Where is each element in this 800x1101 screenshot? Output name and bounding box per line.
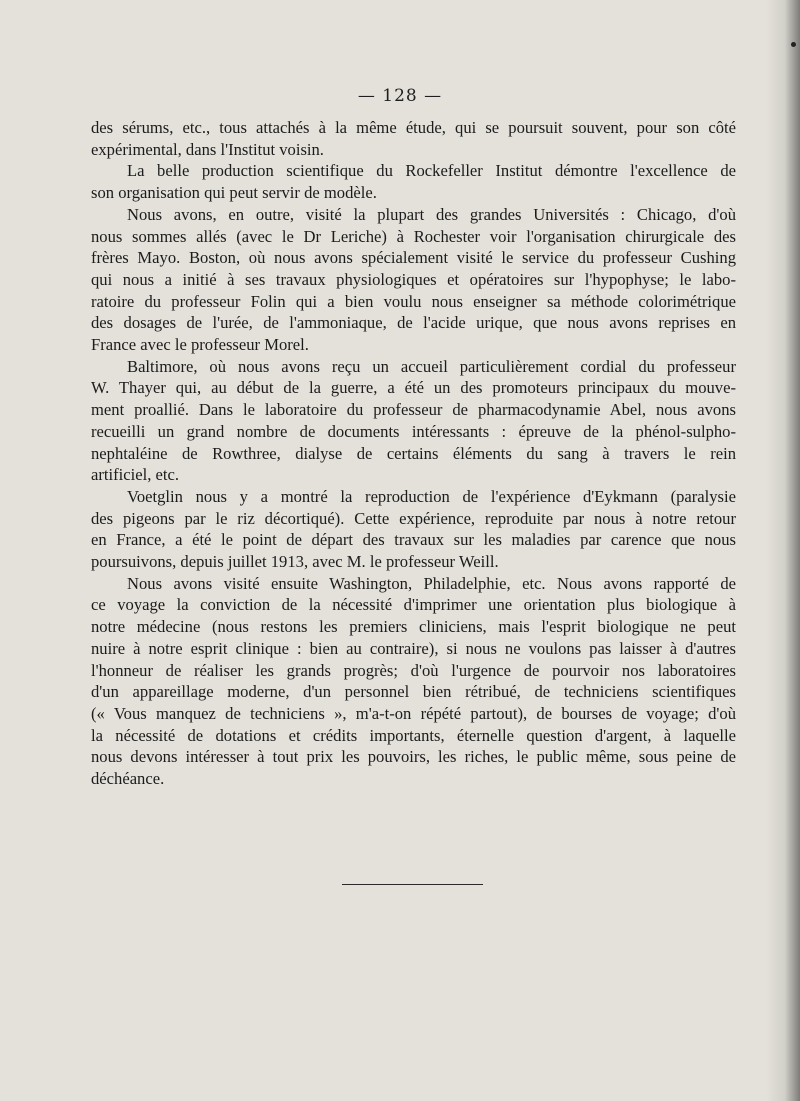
text-line: France avec le professeur Morel. bbox=[91, 335, 309, 355]
text-line: recueilli un grand nombre de documents intéressants : épreuve de la phénol-sulpho- bbox=[91, 421, 736, 441]
text-line: des dosages de l'urée, de l'ammoniaque, de l'acide urique, que nous avons reprises en bbox=[91, 313, 736, 333]
text-line: ment proallié. Dans le laboratoire du professeur de pharmacodynamie Abel, nous avons bbox=[91, 400, 736, 420]
text-line: artificiel, etc. bbox=[91, 465, 179, 485]
text-line: nephtaléine de Rowthree, dialyse de certains éléments du sang à travers le rein bbox=[91, 443, 736, 463]
text-line: Nous avons visité ensuite Washington, Philadelphie, etc. Nous avons rapporté de bbox=[127, 573, 736, 593]
text-line: d'un appareillage moderne, d'un personnel bien rétribué, de techniciens scientifiques bbox=[91, 682, 736, 702]
text-line: poursuivons, depuis juillet 1913, avec M. le professeur Weill. bbox=[91, 552, 499, 572]
text-line: des sérums, etc., tous attachés à la même étude, qui se poursuit souvent, pour son côté bbox=[91, 118, 736, 137]
text-line: nous devons intéresser à tout prix les pouvoirs, les riches, le public même, sous peine de bbox=[91, 747, 736, 767]
text-line: qui nous a initié à ses travaux physiologiques et opératoires sur l'hypophyse; le labo- bbox=[91, 269, 736, 289]
text-line: des pigeons par le riz décortiqué). Cette expérience, reproduite par nous à notre retour bbox=[91, 508, 736, 528]
body-text bbox=[91, 117, 736, 790]
page-edge-shadow bbox=[766, 0, 800, 1101]
paragraph bbox=[91, 204, 736, 356]
text-line: ratoire du professeur Folin qui a bien voulu nous enseigner sa méthode colorimétrique bbox=[91, 291, 736, 311]
end-rule bbox=[342, 884, 483, 885]
text-line: son organisation qui peut servir de modèle. bbox=[91, 183, 377, 203]
text-line: Voetglin nous y a montré la reproduction de l'expérience d'Eykmann (paralysie bbox=[127, 486, 736, 506]
text-line: nous sommes allés (avec le Dr Leriche) à Rochester voir l'organisation chirurgicale des bbox=[91, 226, 736, 246]
text-line: expérimental, dans l'Institut voisin. bbox=[91, 139, 324, 159]
paragraph bbox=[91, 117, 736, 160]
page-number: — 128 — bbox=[357, 86, 443, 106]
paragraph bbox=[91, 486, 736, 573]
text-line: Nous avons, en outre, visité la plupart des grandes Universités : Chicago, d'où bbox=[127, 204, 736, 224]
text-line: la nécessité de dotations et crédits importants, éternelle question d'argent, à laquelle bbox=[91, 725, 736, 745]
text-line: notre médecine (nous restons les premiers cliniciens, mais l'esprit biologique ne peut bbox=[91, 617, 736, 637]
paragraph bbox=[91, 573, 736, 790]
text-line: ce voyage la conviction de la nécessité d'imprimer une orientation plus biologique à bbox=[91, 595, 736, 615]
text-line: déchéance. bbox=[91, 769, 165, 789]
text-line: W. Thayer qui, au début de la guerre, a été un des promoteurs principaux du mouve- bbox=[91, 378, 736, 398]
paragraph bbox=[91, 160, 736, 203]
text-line: La belle production scientifique du Rockefeller Institut démontre l'excellence de bbox=[127, 161, 736, 181]
text-line: nuire à notre esprit clinique : bien au contraire), si nous ne voulons pas laisser à d'autres bbox=[91, 638, 736, 658]
scan-speck bbox=[791, 42, 796, 47]
text-line: l'honneur de réaliser les grands progrès; d'où l'urgence de pourvoir nos laboratoires bbox=[91, 660, 736, 680]
text-line: (« Vous manquez de techniciens », m'a-t-on répété partout), de bourses de voyage; d'où bbox=[91, 703, 736, 723]
text-line: Baltimore, où nous avons reçu un accueil particulièrement cordial du professeur bbox=[127, 356, 736, 376]
text-line: en France, a été le point de départ des travaux sur les maladies par carence que nous bbox=[91, 530, 736, 550]
text-line: frères Mayo. Boston, où nous avons spécialement visité le service du professeur Cushing bbox=[91, 248, 736, 268]
paragraph bbox=[91, 356, 736, 486]
